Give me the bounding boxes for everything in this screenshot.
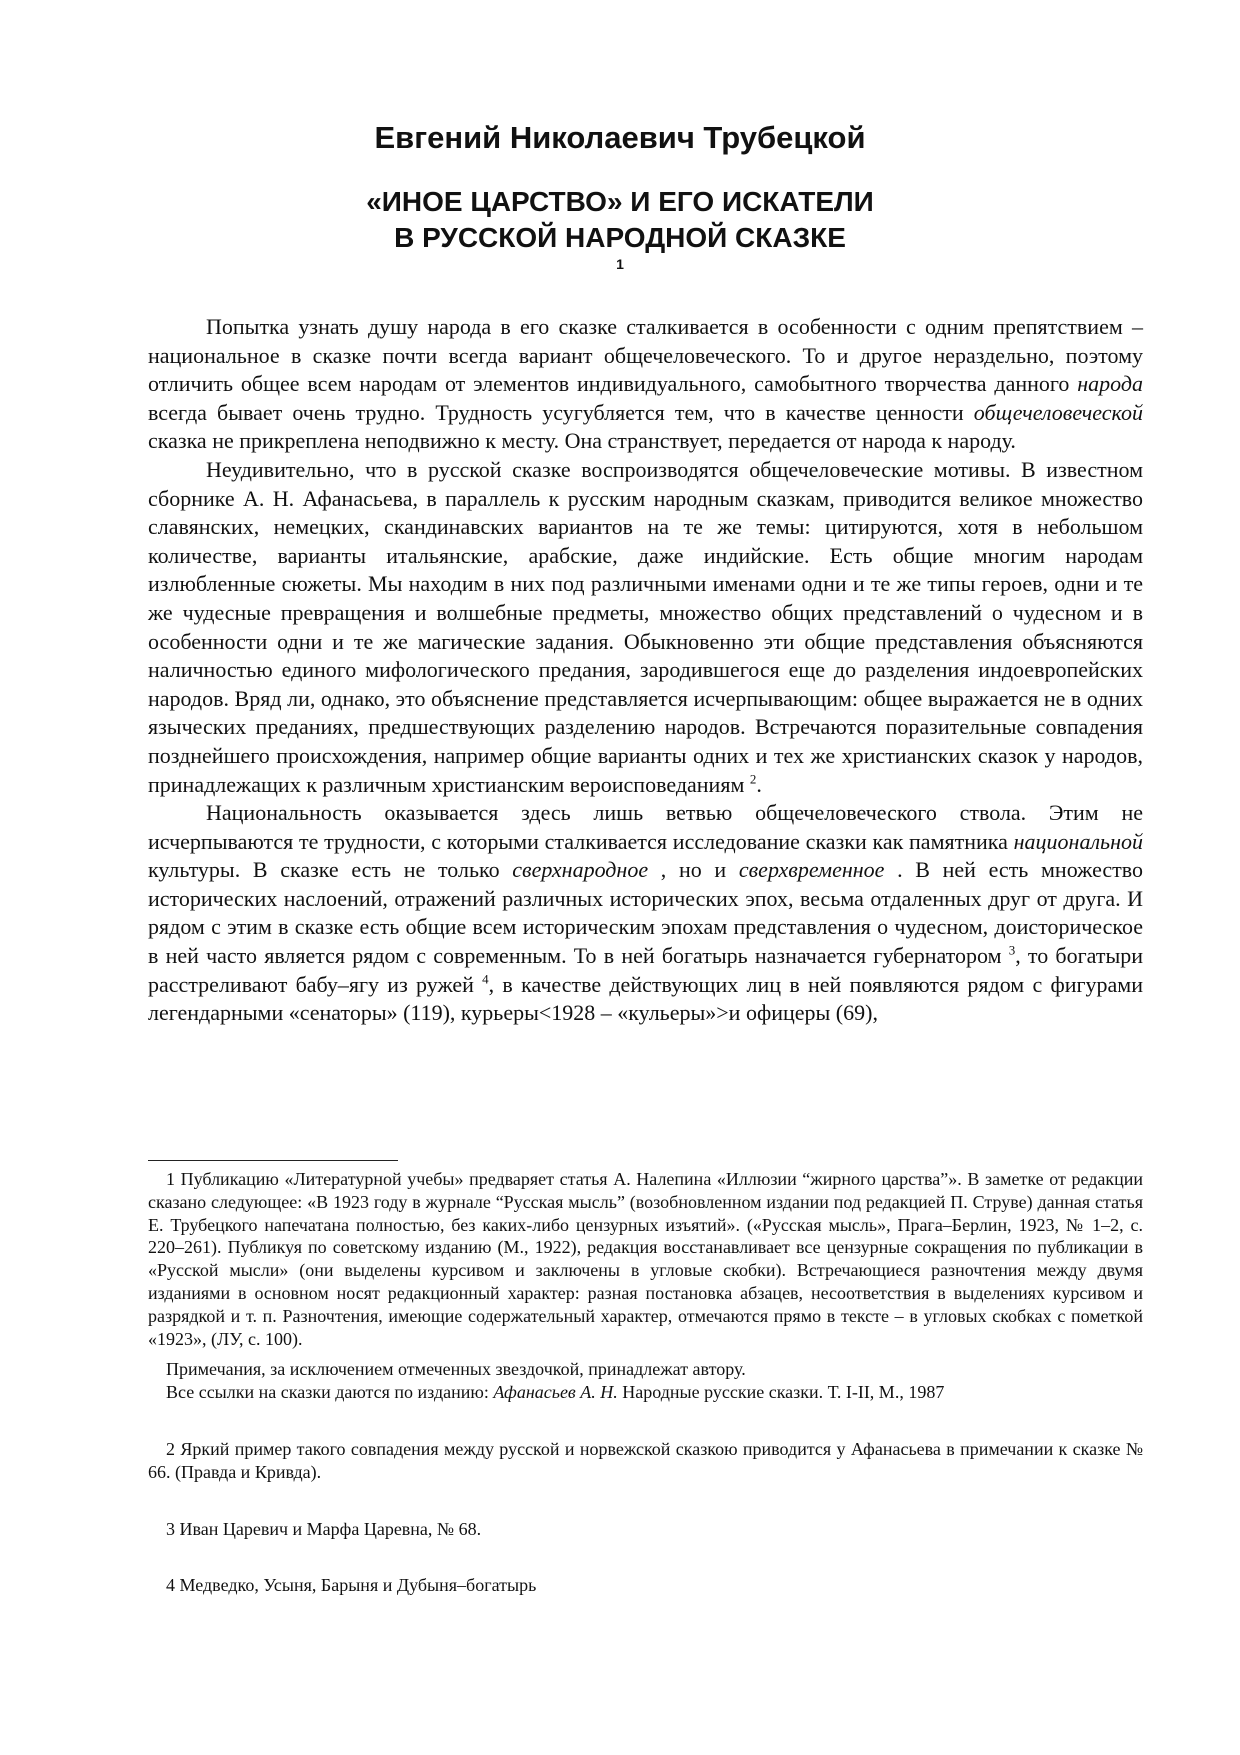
footnote-ref-4[interactable]: 4 xyxy=(482,971,489,987)
footnote-2: 2 Яркий пример такого совпадения между русской и норвежской сказкою приводится у Афанасьева в примечании к сказке № 66. (Правда и Кривда). xyxy=(148,1438,1143,1482)
footnote-1-references: Все ссылки на сказки даются по изданию: Афанасьев А. Н. Народные русские сказки. Т. I-II, М., 1987 xyxy=(166,1382,945,1403)
footnote-1-note: Примечания, за исключением отмеченных звездочкой, принадлежат автору. xyxy=(166,1359,746,1380)
footnote-divider xyxy=(148,1160,398,1161)
footnote-3: 3 Иван Царевич и Марфа Царевна, № 68. xyxy=(166,1518,482,1539)
title-footnote-marker[interactable]: 1 xyxy=(616,256,624,272)
footnote-ref-2[interactable]: 2 xyxy=(749,771,757,787)
footnote-ref-3[interactable]: 3 xyxy=(1008,942,1016,958)
title-line-2: В РУССКОЙ НАРОДНОЙ СКАЗКЕ xyxy=(394,222,846,253)
title-line-1: «ИНОЕ ЦАРСТВО» И ЕГО ИСКАТЕЛИ xyxy=(366,186,874,217)
paragraph-1: Попытка узнать душу народа в его сказке сталкивается в особенности с одним препятствием – национальное в сказке почти всегда вариант общечеловеческого. То и другое нераздельно, поэтому отличить общее всем народам от элементов индивидуального, самобытного творчества данного народа всегда бывает очень трудно. Трудность усугубляется тем, что в качестве ценности общечеловеческой сказка не прикреплена неподвижно к месту. Она странствует, передается от народа к народу. xyxy=(148,314,1143,454)
paragraph-3: Национальность оказывается здесь лишь ветвью общечеловеческого ствола. Этим не исчерпываются те трудности, с которыми сталкивается исследование сказки как памятника национальной культуры. В сказке есть не только сверхнародное , но и сверхвременное . В ней есть множество исторических наслоений, отражений различных исторических эпох, весьма отдаленных друг от друга. И рядом с этим в сказке есть общие всем историческим эпохам представления о чудесном, доисторическое в ней часто является рядом с современным. То в ней богатырь назначается губернатором $^3$, то богатыри расстреливают бабу–ягу из ружей $^4$, в качестве действующих лиц в ней появляются рядом с фигурами легендарными «сенаторы» (119), курьеры<1928 – «кульеры»>и офицеры (69), xyxy=(148,800,1144,1026)
main-text xyxy=(148,313,1143,1028)
footnotes xyxy=(148,1168,1143,1597)
footnote-1: 1 Публикацию «Литературной учебы» предваряет статья А. Налепина «Иллюзии “жирного царства”». В заметке от редакции сказано следующее: «В 1923 году в журнале “Русская мысль” (возобновленном издании под редакцией П. Струве) данная статья Е. Трубецкого напечатана полностью, без каких-либо цензурных изъятий». («Русская мысль», Прага–Берлин, 1923, № 1–2, с. 220–261). Публикуя по советскому изданию (М., 1922), редакция восстанавливает все цензурные сокращения по публикации в «Русской мысли» (они выделены курсивом и заключены в угловые скобки). Встречающиеся разночтения между двумя изданиями в основном носят редакционный характер: разная постановка абзацев, несоответствия в выделениях курсивом и разрядкой и т. п. Разночтения, имеющие содержательный характер, отмечаются прямо в тексте – в угловых скобках с пометкой «1923», (ЛУ, с. 100). xyxy=(148,1169,1143,1349)
author-name: Евгений Николаевич Трубецкой xyxy=(374,120,866,155)
paragraph-2: Неудивительно, что в русской сказке воспроизводятся общечеловеческие мотивы. В известном сборнике А. Н. Афанасьева, в параллель к русским народным сказкам, приводится великое множество славянских, немецких, скандинавских вариантов на те же темы: цитируются, хотя в небольшом количестве, варианты итальянские, арабские, даже индийские. Есть общие многим народам излюбленные сюжеты. Мы находим в них под различными именами одни и те же типы героев, одни и те же чудесные превращения и волшебные предметы, множество общих представлений о чудесном и в особенности одни и те же магические задания. Обыкновенно эти общие представления объясняются наличностью единого мифологического предания, зародившегося еще до разделения индоевропейских народов. Вряд ли, однако, это объяснение представляется исчерпывающим: общее выражается не в одних языческих преданиях, предшествующих разделению народов. Встречаются поразительные совпадения позднейшего происхождения, например общие варианты одних и тех же христианских сказок у народов, принадлежащих к различным христианским вероисповеданиям $^2$. xyxy=(148,456,1143,797)
footnote-4: 4 Медведко, Усыня, Барыня и Дубыня–богатырь xyxy=(166,1575,537,1596)
